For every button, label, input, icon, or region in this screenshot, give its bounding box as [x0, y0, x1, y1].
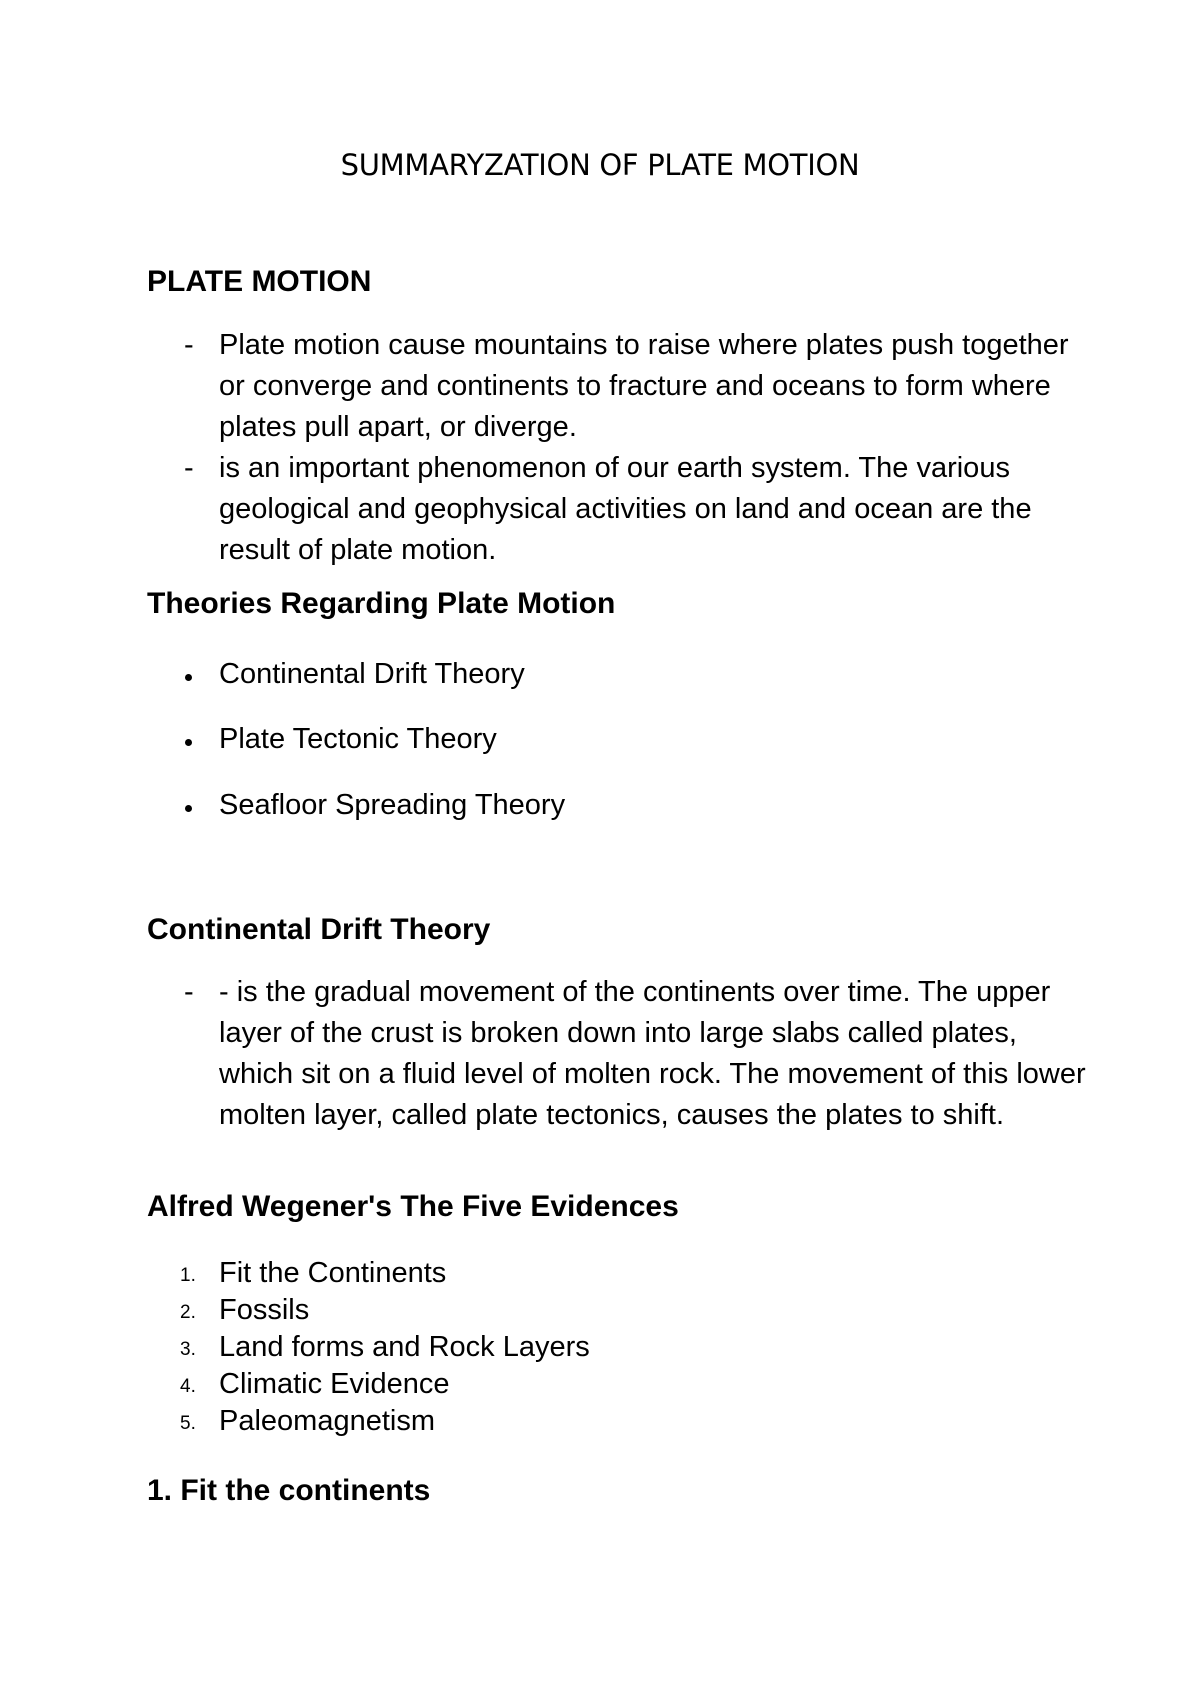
list-item: Seafloor Spreading Theory: [219, 789, 566, 821]
list-item: Fossils: [219, 1294, 310, 1326]
section-heading-continental-drift: Continental Drift Theory: [147, 913, 491, 946]
list-item: Plate Tectonic Theory: [219, 723, 497, 755]
list-number: 3.: [180, 1339, 196, 1360]
list-item: Continental Drift Theory: [219, 658, 525, 690]
document-title: SUMMARYZATION OF PLATE MOTION: [340, 148, 860, 182]
plate-motion-paragraph-2: is an important phenomenon of our earth system. The various geological and geophysical activities on land and ocean are the result of plate motion.: [219, 452, 1032, 566]
dash-marker: -: [184, 329, 194, 361]
plate-motion-paragraph-1: Plate motion cause mountains to raise where plates push together or converge and continents to fracture and oceans to form where plates pull apart, or diverge.: [219, 329, 1069, 443]
bullet-dot: [185, 674, 192, 681]
continental-drift-paragraph: - is the gradual movement of the continents over time. The upper layer of the crust is broken down into large slabs called plates, which sit on a fluid level of molten rock. The movement of this lower molten layer, called plate tectonics, causes the plates to shift.: [219, 976, 1086, 1131]
list-number: 4.: [180, 1376, 196, 1397]
section-heading-fit-continents: 1. Fit the continents: [147, 1474, 431, 1507]
list-number: 5.: [180, 1413, 196, 1434]
list-item: Climatic Evidence: [219, 1368, 450, 1400]
list-item: Fit the Continents: [219, 1257, 447, 1289]
list-item: Paleomagnetism: [219, 1405, 435, 1437]
list-number: 1.: [180, 1265, 196, 1286]
section-heading-evidences: Alfred Wegener's The Five Evidences: [147, 1190, 679, 1223]
dash-marker: -: [184, 976, 194, 1008]
list-item: Land forms and Rock Layers: [219, 1331, 590, 1363]
dash-marker: -: [184, 452, 194, 484]
section-heading-plate-motion: PLATE MOTION: [147, 265, 372, 298]
bullet-dot: [185, 805, 192, 812]
bullet-dot: [185, 739, 192, 746]
list-number: 2.: [180, 1302, 196, 1323]
section-heading-theories: Theories Regarding Plate Motion: [147, 587, 616, 620]
